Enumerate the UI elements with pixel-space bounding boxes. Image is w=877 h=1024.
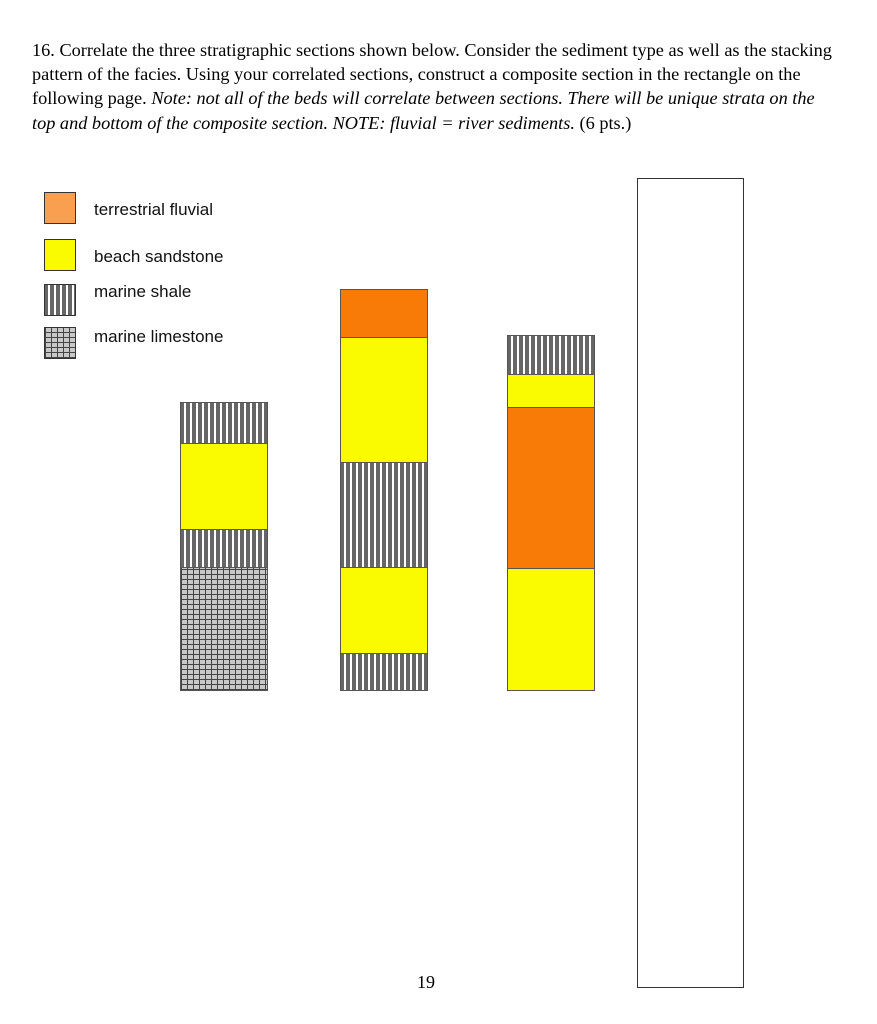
bed-beach-sandstone xyxy=(341,337,427,462)
question-points: (6 pts.) xyxy=(579,112,632,133)
shale-swatch-icon xyxy=(44,284,76,316)
legend-label-beach: beach sandstone xyxy=(94,247,224,266)
question-note: Note: not all of the beds will correlate between sections. There will be unique strata on the top and bottom of the composite section. NOTE: fluvial = river sediments. xyxy=(32,88,815,133)
composite-section-box[interactable] xyxy=(637,178,744,988)
page-number: 19 xyxy=(417,972,435,992)
bed-marine-shale xyxy=(508,336,594,374)
bed-marine-shale xyxy=(341,462,427,567)
question-text xyxy=(32,38,842,135)
stratigraphic-section-1 xyxy=(180,402,268,691)
legend-label-limestone: marine limestone xyxy=(94,327,224,346)
bed-beach-sandstone xyxy=(508,374,594,407)
legend-label-shale: marine shale xyxy=(94,282,192,301)
bed-beach-sandstone xyxy=(508,568,594,690)
bed-marine-limestone xyxy=(181,567,267,690)
bed-terrestrial-fluvial xyxy=(508,407,594,568)
bed-beach-sandstone xyxy=(341,567,427,653)
bed-marine-shale xyxy=(341,653,427,690)
bed-marine-shale xyxy=(181,529,267,567)
limestone-swatch-icon xyxy=(44,327,76,359)
stratigraphic-section-2 xyxy=(340,289,428,691)
beach-swatch-icon xyxy=(44,239,76,271)
question-number: 16. xyxy=(32,40,55,60)
question-instructions: Correlate the three stratigraphic sections shown below. Consider the sediment type as well as the stacking pattern of the facies. Using your correlated sections, construct a composite section in the rectangle on the following page. xyxy=(32,40,832,109)
bed-terrestrial-fluvial xyxy=(341,290,427,337)
legend-label-fluvial: terrestrial fluvial xyxy=(94,200,214,219)
bed-beach-sandstone xyxy=(181,443,267,529)
fluvial-swatch-icon xyxy=(44,192,76,224)
bed-marine-shale xyxy=(181,403,267,443)
stratigraphic-section-3 xyxy=(507,335,595,691)
